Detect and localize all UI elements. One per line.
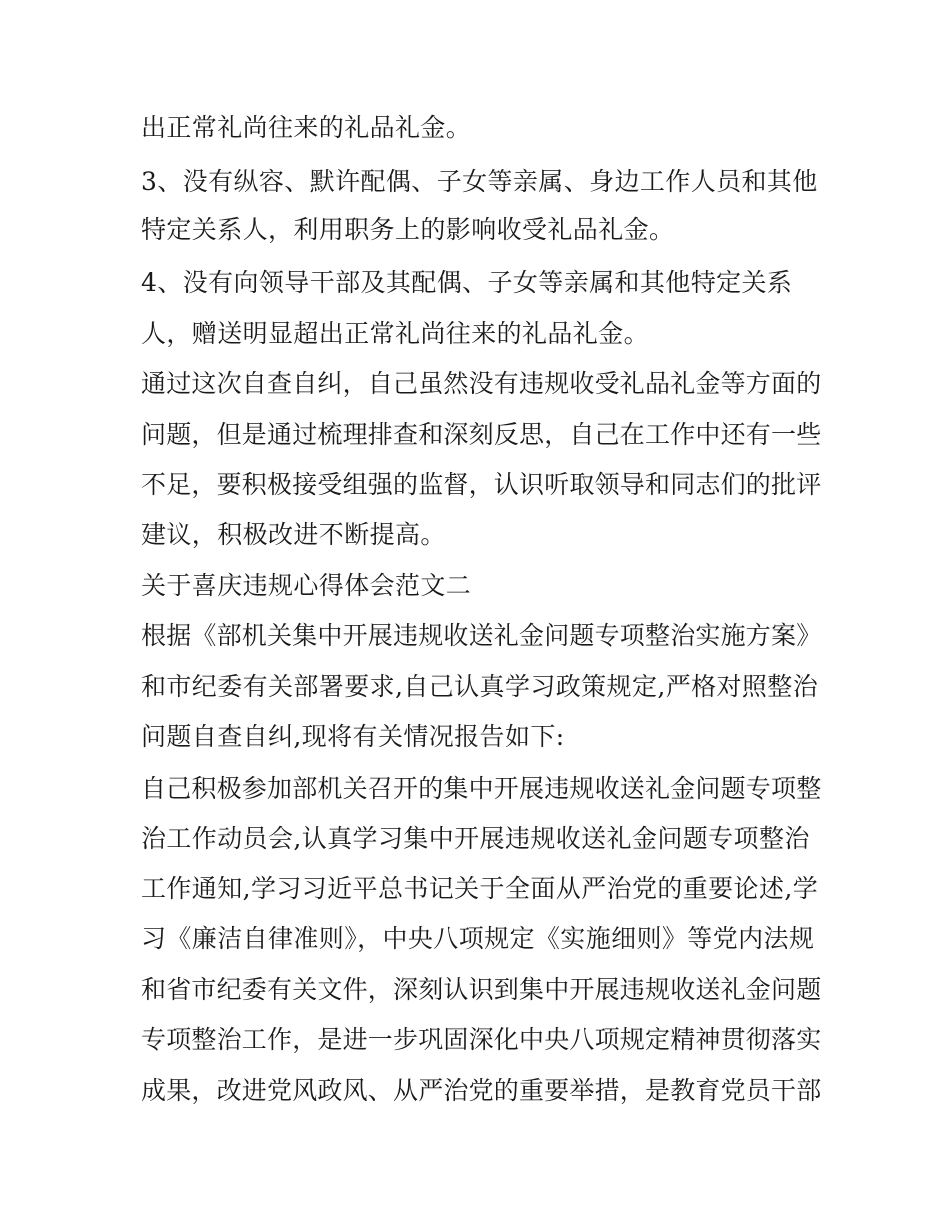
text-line: 通过这次自查自纠，自己虽然没有违规收受礼品礼金等方面的 — [141, 369, 822, 398]
text-line: 治工作动员会,认真学习集中开展违规收送礼金问题专项整治 — [141, 824, 810, 853]
text-line: 不足，要积极接受组强的监督，认识听取领导和同志们的批评 — [141, 470, 822, 499]
text-line: 和市纪委有关部署要求,自己认真学习政策规定,严格对照整治 — [141, 672, 819, 701]
text-line: 4、没有向领导干部及其配偶、子女等亲属和其他特定关系 — [141, 268, 793, 297]
text-line: 自己积极参加部机关召开的集中开展违规收送礼金问题专项整 — [141, 774, 822, 803]
text-line: 专项整治工作，是进一步巩固深化中央八项规定精神贯彻落实 — [141, 1025, 822, 1054]
text-line: 特定关系人，利用职务上的影响收受礼品礼金。 — [141, 215, 675, 244]
text-line: 和省市纪委有关文件，深刻认识到集中开展违规收送礼金问题 — [141, 975, 822, 1004]
text-line: 3、没有纵容、默许配偶、子女等亲属、身边工作人员和其他 — [141, 167, 818, 196]
section-heading: 关于喜庆违规心得体会范文二 — [141, 571, 472, 600]
text-line: 建议，积极改进不断提高。 — [141, 520, 446, 549]
text-line: 习《廉洁自律准则》，中央八项规定《实施细则》等党内法规 — [141, 924, 815, 953]
text-line: 成果，改进党风政风、从严治党的重要举措，是教育党员干部 — [141, 1076, 822, 1105]
text-line: 人，赠送明显超出正常礼尚往来的礼品礼金。 — [141, 319, 650, 348]
text-line: 问题，但是通过梳理排查和深刻反思，自己在工作中还有一些 — [141, 420, 822, 449]
text-line: 问题自查自纠,现将有关情况报告如下: — [141, 722, 565, 751]
text-line: 工作通知,学习习近平总书记关于全面从严治党的重要论述,学 — [141, 874, 819, 903]
text-line: 出正常礼尚往来的礼品礼金。 — [141, 113, 472, 142]
text-line: 根据《部机关集中开展违规收送礼金问题专项整治实施方案》 — [141, 621, 822, 650]
